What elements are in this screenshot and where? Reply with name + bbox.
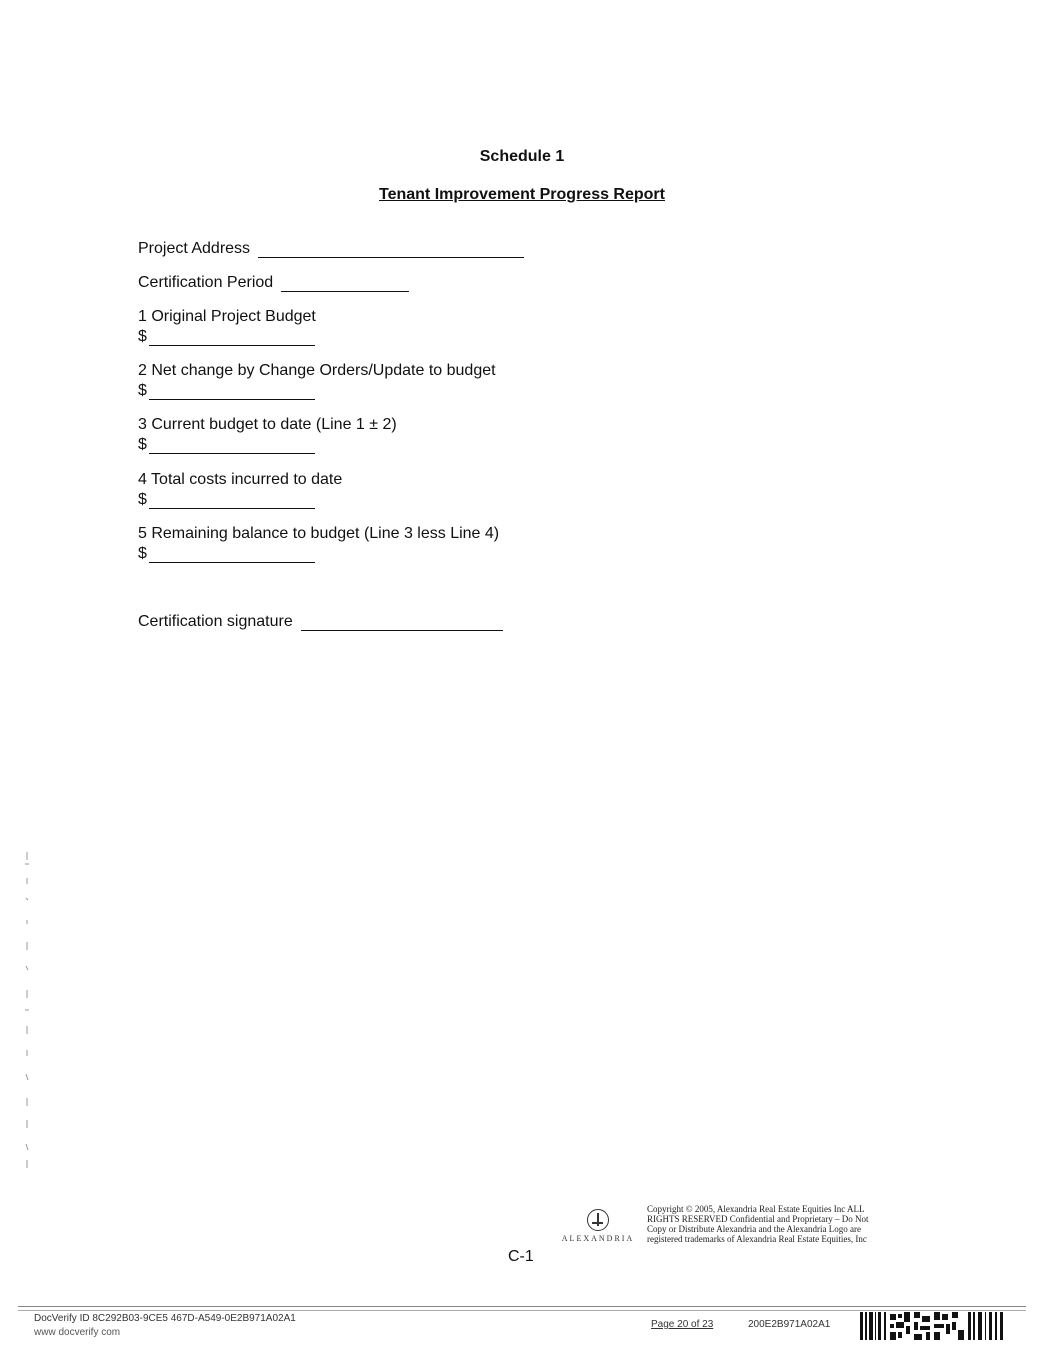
amount-blank[interactable] <box>149 385 315 400</box>
document-code: 200E2B971A02A1 <box>748 1319 831 1330</box>
currency-symbol: $ <box>138 436 147 453</box>
item-current-budget-label: 3 Current budget to date (Line 1 ± 2) <box>138 416 397 433</box>
schedule-heading: Schedule 1 <box>479 148 565 165</box>
copyright-line: Copy or Distribute Alexandria and the Alexandria Logo are <box>647 1224 861 1234</box>
copyright-line: RIGHTS RESERVED Confidential and Proprietary – Do Not <box>647 1214 869 1224</box>
amount-blank[interactable] <box>149 494 315 509</box>
currency-symbol: $ <box>138 545 147 562</box>
project-address-label: Project Address <box>138 240 251 257</box>
docverify-url[interactable]: www docverify com <box>34 1327 121 1338</box>
item-net-change-label: 2 Net change by Change Orders/Update to budget <box>138 362 496 379</box>
certification-period-label: Certification Period <box>138 274 274 291</box>
currency-symbol: $ <box>138 328 147 345</box>
copyright-notice <box>647 1204 897 1244</box>
item-total-costs-label: 4 Total costs incurred to date <box>138 471 343 488</box>
report-title: Tenant Improvement Progress Report <box>379 186 665 203</box>
item-remaining-balance-amount <box>138 545 315 563</box>
item-original-budget-label: 1 Original Project Budget <box>138 308 316 325</box>
certification-signature-blank[interactable] <box>301 616 503 631</box>
docverify-id: DocVerify ID 8C292B03-9CE5 467D-A549-0E2B971A02A1 <box>34 1313 296 1324</box>
margin-scan-marks <box>22 850 32 1170</box>
certification-signature-label: Certification signature <box>138 613 293 630</box>
certification-signature-row <box>138 613 503 631</box>
alexandria-logo <box>558 1209 638 1243</box>
certification-period-blank[interactable] <box>281 277 409 292</box>
item-current-budget-amount <box>138 436 315 454</box>
certification-period-row <box>138 274 409 292</box>
copyright-line: registered trademarks of Alexandria Real Estate Equities, Inc <box>647 1234 867 1244</box>
amount-blank[interactable] <box>149 439 315 454</box>
currency-symbol: $ <box>138 491 147 508</box>
footer-divider <box>18 1306 1026 1311</box>
project-address-row <box>138 240 524 258</box>
item-original-budget-amount <box>138 328 315 346</box>
logo-wordmark: ALEXANDRIA <box>561 1234 635 1243</box>
copyright-line: Copyright © 2005, Alexandria Real Estate Equities Inc ALL <box>647 1204 865 1214</box>
item-remaining-balance-label: 5 Remaining balance to budget (Line 3 less Line 4) <box>138 525 500 542</box>
amount-blank[interactable] <box>149 331 315 346</box>
barcode-icon <box>860 1312 1004 1340</box>
page-number: Page 20 of 23 <box>651 1319 714 1330</box>
alexandria-logo-icon <box>587 1209 609 1231</box>
item-net-change-amount <box>138 382 315 400</box>
currency-symbol: $ <box>138 382 147 399</box>
project-address-blank[interactable] <box>258 243 524 258</box>
amount-blank[interactable] <box>149 548 315 563</box>
page-code: C-1 <box>508 1248 534 1265</box>
item-total-costs-amount <box>138 491 315 509</box>
